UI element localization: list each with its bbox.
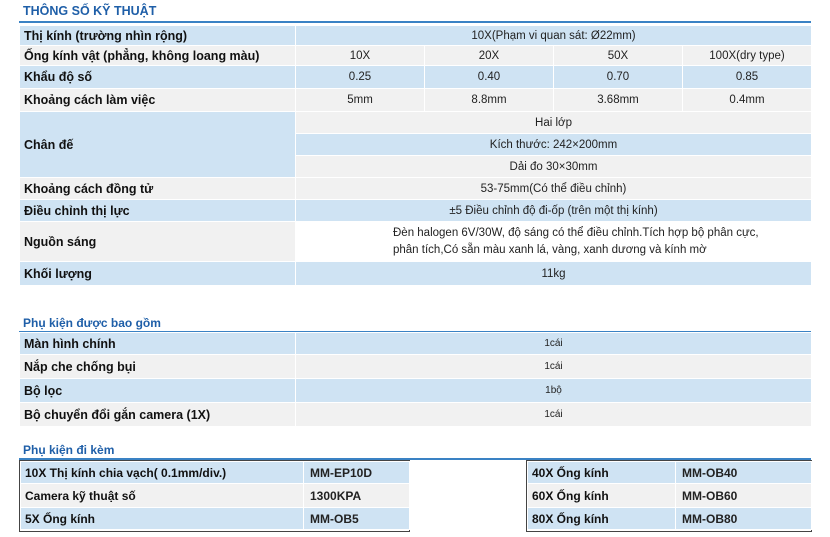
value-objective-2: 20X <box>425 46 554 66</box>
table-row <box>20 112 812 134</box>
table-row <box>20 200 812 222</box>
row-label-working-distance: Khoảng cách làm việc <box>20 89 296 112</box>
table-row <box>528 484 812 508</box>
table-row <box>528 462 812 484</box>
row-label-light-source-text: Nguồn sáng <box>24 234 97 249</box>
spec-table <box>19 25 812 286</box>
row-label-eyepiece: Thị kính (trường nhìn rộng) <box>20 26 296 46</box>
row-label-light-source <box>20 222 296 262</box>
row-label-stage: Chân đế <box>20 112 296 178</box>
included-item-qty: 1cái <box>296 403 812 427</box>
value-stage-layers: Hai lớp <box>296 112 812 134</box>
optional-item-label: 80X Ống kính <box>528 508 676 530</box>
optional-right-table <box>527 461 812 530</box>
row-label-pupil-distance: Khoảng cách đồng tử <box>20 178 296 200</box>
table-row <box>20 222 812 262</box>
spec-section-divider <box>19 21 811 23</box>
included-item-qty: 1cái <box>296 333 812 355</box>
optional-item-label: Camera kỹ thuật số <box>21 484 304 508</box>
table-row <box>528 508 812 530</box>
included-item-qty: 1cái <box>296 355 812 379</box>
value-light-source-line1: Đèn halogen 6V/30W, độ sáng có thể điều chỉnh.Tích hợp bộ phân cực, <box>393 226 759 239</box>
table-row <box>20 355 812 379</box>
value-objective-3: 50X <box>554 46 683 66</box>
table-row <box>20 178 812 200</box>
value-diopter: ±5 Điều chỉnh độ đi-ốp (trên một thị kính) <box>296 200 812 222</box>
row-label-objective: Ống kính vật (phẳng, không loang màu) <box>20 46 296 66</box>
value-working-distance-4: 0.4mm <box>683 89 812 112</box>
included-item-label: Màn hình chính <box>20 333 296 355</box>
optional-item-code: MM-OB5 <box>304 508 410 530</box>
value-aperture-4: 0.85 <box>683 66 812 89</box>
value-working-distance-3: 3.68mm <box>554 89 683 112</box>
table-row <box>20 26 812 46</box>
optional-item-label: 40X Ống kính <box>528 462 676 484</box>
optional-item-code: MM-EP10D <box>304 462 410 484</box>
value-weight: 11kg <box>296 262 812 286</box>
table-row <box>20 66 812 89</box>
value-aperture-3: 0.70 <box>554 66 683 89</box>
included-item-qty: 1bộ <box>296 379 812 403</box>
value-aperture-1: 0.25 <box>296 66 425 89</box>
value-objective-1: 10X <box>296 46 425 66</box>
table-row <box>20 379 812 403</box>
table-row <box>20 262 812 286</box>
value-stage-size: Kích thước: 242×200mm <box>296 134 812 156</box>
included-section-title: Phụ kiện được bao gồm <box>23 316 161 330</box>
value-working-distance-1: 5mm <box>296 89 425 112</box>
optional-item-code: 1300KPA <box>304 484 410 508</box>
value-objective-4: 100X(dry type) <box>683 46 812 66</box>
included-item-label: Bộ chuyển đổi gắn camera (1X) <box>20 403 296 427</box>
row-label-aperture: Khẩu độ số <box>20 66 296 89</box>
value-eyepiece: 10X(Phạm vi quan sát: Ø22mm) <box>296 26 812 46</box>
included-item-label: Bộ lọc <box>20 379 296 403</box>
optional-section-title: Phụ kiện đi kèm <box>23 443 115 457</box>
optional-item-label: 5X Ống kính <box>21 508 304 530</box>
optional-item-code: MM-OB80 <box>676 508 812 530</box>
table-row <box>21 462 410 484</box>
table-row <box>20 403 812 427</box>
table-row <box>21 484 410 508</box>
spec-section-title: THÔNG SỐ KỸ THUẬT <box>23 4 157 18</box>
value-light-source-line2: phân tích,Có sẵn màu xanh lá, vàng, xanh dương và kính mờ <box>393 243 707 256</box>
value-working-distance-2: 8.8mm <box>425 89 554 112</box>
row-label-weight: Khối lượng <box>20 262 296 286</box>
value-stage-range: Dải đo 30×30mm <box>296 156 812 178</box>
optional-item-label: 60X Ống kính <box>528 484 676 508</box>
value-aperture-2: 0.40 <box>425 66 554 89</box>
row-label-diopter: Điều chỉnh thị lực <box>20 200 296 222</box>
optional-item-label: 10X Thị kính chia vạch( 0.1mm/div.) <box>21 462 304 484</box>
included-table <box>19 332 812 427</box>
table-row <box>21 508 410 530</box>
optional-item-code: MM-OB40 <box>676 462 812 484</box>
value-light-source <box>296 222 812 262</box>
value-pupil-distance: 53-75mm(Có thể điều chỉnh) <box>296 178 812 200</box>
optional-left-table <box>20 461 410 530</box>
table-row <box>20 89 812 112</box>
table-row <box>20 46 812 66</box>
optional-item-code: MM-OB60 <box>676 484 812 508</box>
included-item-label: Nắp che chống bụi <box>20 355 296 379</box>
table-row <box>20 333 812 355</box>
